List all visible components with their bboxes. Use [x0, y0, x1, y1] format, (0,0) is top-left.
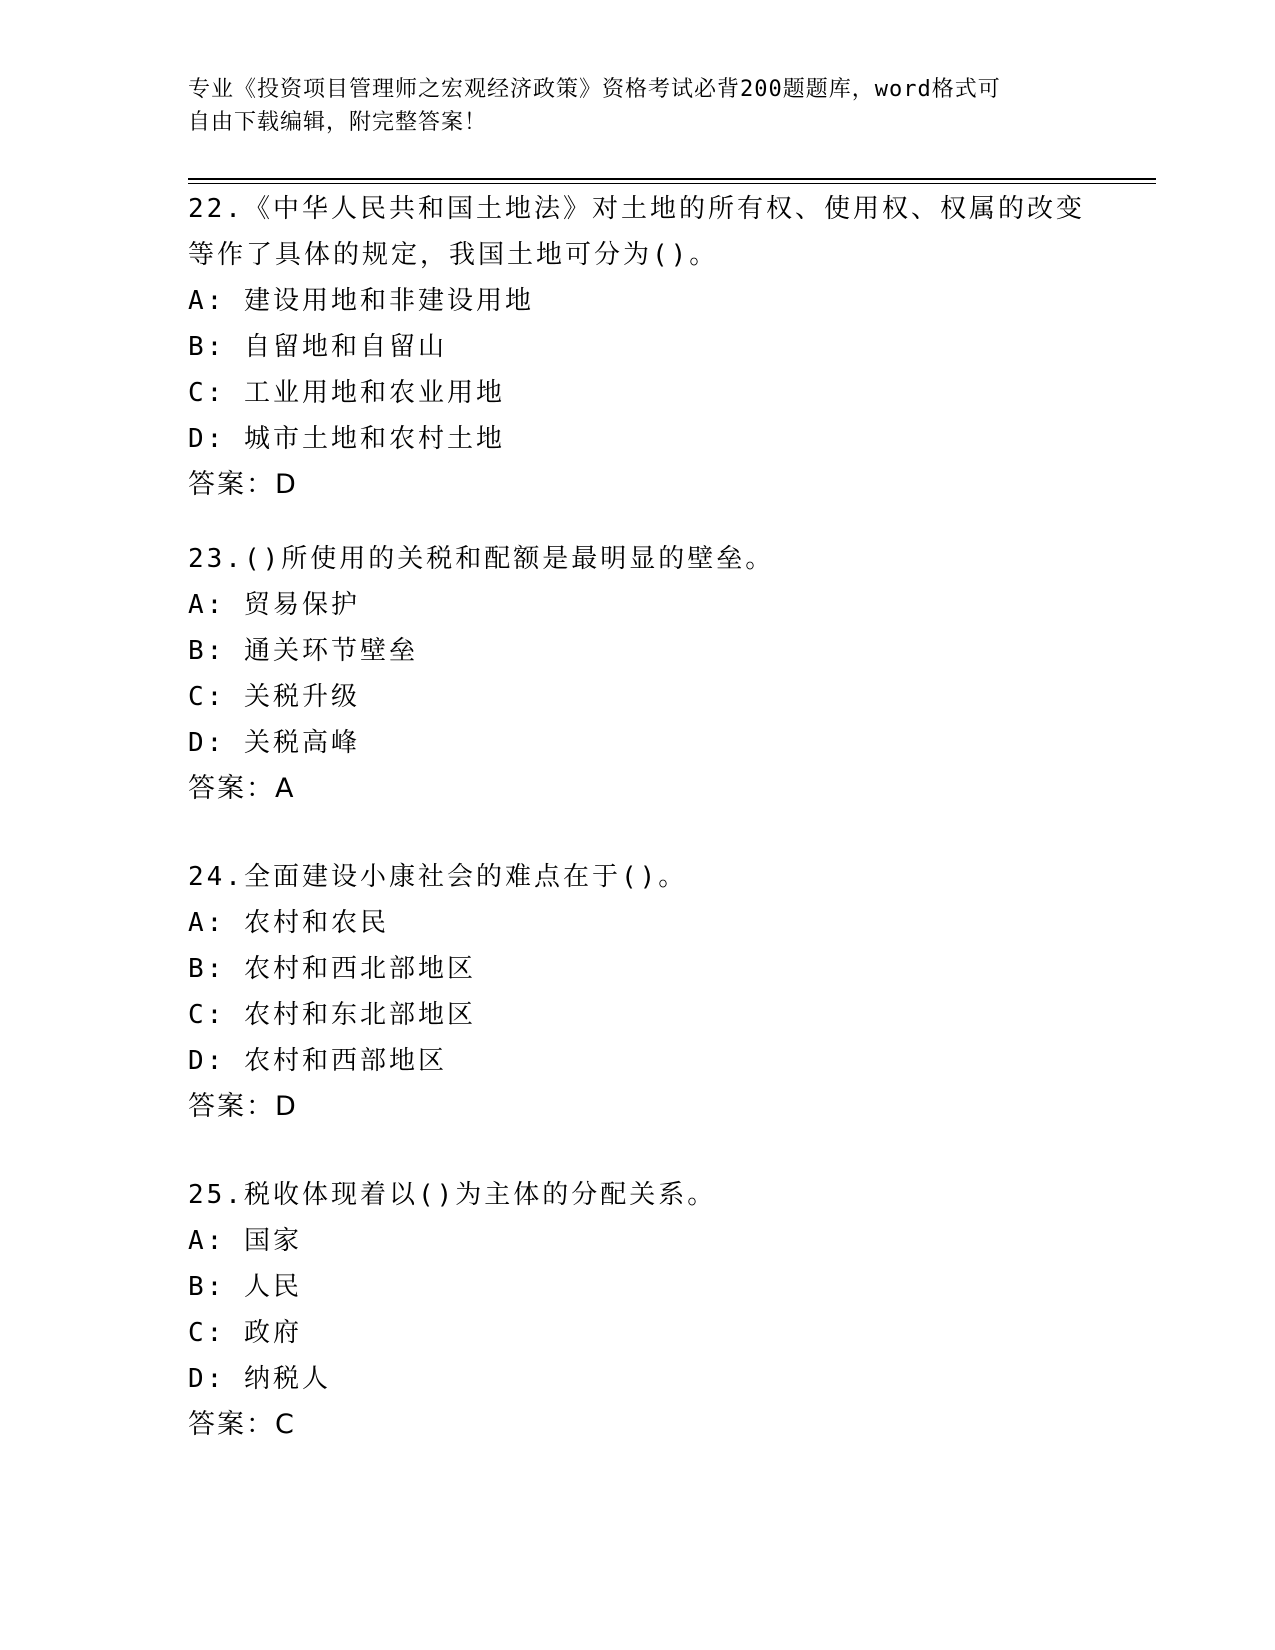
- option-d: D: 纳税人: [188, 1364, 331, 1394]
- option-b: B: 人民: [188, 1272, 302, 1302]
- answer-line: 答案：C: [188, 1409, 296, 1440]
- question-stem-line-1: 24.全面建设小康社会的难点在于()。: [188, 862, 688, 892]
- option-c: C: 农村和东北部地区: [188, 1000, 476, 1030]
- option-b: B: 自留地和自留山: [188, 332, 447, 362]
- option-d: D: 城市土地和农村土地: [188, 424, 505, 454]
- header-line-2: 自由下载编辑，附完整答案！: [188, 110, 488, 135]
- question-25: [188, 1172, 1088, 1448]
- question-stem-line-1: 25.税收体现着以()为主体的分配关系。: [188, 1180, 717, 1210]
- question-24: [188, 854, 1088, 1130]
- answer-line: 答案：D: [188, 1091, 298, 1122]
- option-d: D: 关税高峰: [188, 728, 360, 758]
- header-divider-thin: [188, 183, 1156, 184]
- question-stem-line-2: 等作了具体的规定，我国土地可分为()。: [188, 240, 719, 270]
- document-header: [188, 73, 1088, 139]
- option-b: B: 农村和西北部地区: [188, 954, 476, 984]
- option-a: A: 建设用地和非建设用地: [188, 286, 534, 316]
- question-22: [188, 186, 1088, 508]
- question-stem-line-1: 22.《中华人民共和国土地法》对土地的所有权、使用权、权属的改变: [188, 194, 1085, 224]
- option-a: A: 贸易保护: [188, 590, 360, 620]
- option-a: A: 国家: [188, 1226, 302, 1256]
- option-c: C: 政府: [188, 1318, 302, 1348]
- option-a: A: 农村和农民: [188, 908, 389, 938]
- answer-line: 答案：A: [188, 773, 296, 804]
- answer-line: 答案：D: [188, 469, 298, 500]
- option-b: B: 通关环节壁垒: [188, 636, 418, 666]
- question-23: [188, 536, 1088, 812]
- header-divider-thick: [188, 178, 1156, 180]
- header-line-1: 专业《投资项目管理师之宏观经济政策》资格考试必背200题题库，word格式可: [188, 77, 1001, 102]
- question-stem-line-1: 23.()所使用的关税和配额是最明显的壁垒。: [188, 544, 775, 574]
- option-c: C: 工业用地和农业用地: [188, 378, 505, 408]
- option-d: D: 农村和西部地区: [188, 1046, 447, 1076]
- option-c: C: 关税升级: [188, 682, 360, 712]
